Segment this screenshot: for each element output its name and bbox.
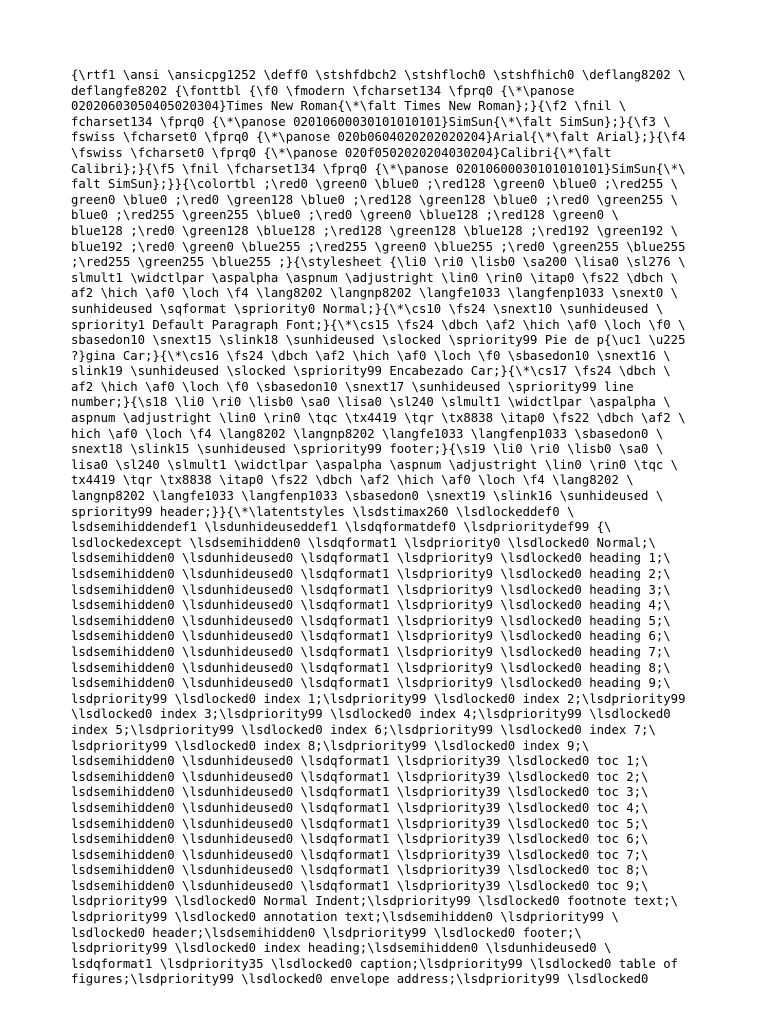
- text-line: lsdpriority99 \lsdlocked0 Normal Indent;\lsdpriority99 \lsdlocked0 footnote text;\: [71, 894, 679, 909]
- text-line: lsdsemihidden0 \lsdunhideused0 \lsdqformat1 \lsdpriority9 \lsdlocked0 heading 8;\: [71, 660, 671, 675]
- text-line: deflangfe8202 {\fonttbl {\f0 \fmodern \fcharset134 \fprq0 {\*\panose: [71, 83, 575, 98]
- text-line: langnp8202 \langfe1033 \langfenp1033 \sbasedon0 \snext19 \slink16 \sunhideused \: [71, 489, 664, 504]
- text-line: number;}{\s18 \li0 \ri0 \lisb0 \sa0 \lisa0 \sl240 \slmult1 \widctlpar \aspalpha \: [71, 395, 671, 410]
- text-line: lsdsemihidden0 \lsdunhideused0 \lsdqformat1 \lsdpriority9 \lsdlocked0 heading 6;\: [71, 629, 671, 644]
- text-line: lsdsemihidden0 \lsdunhideused0 \lsdqformat1 \lsdpriority39 \lsdlocked0 toc 7;\: [71, 847, 649, 862]
- text-line: Calibri};}{\f5 \fnil \fcharset134 \fprq0 {\*\panose 02010600030101010101}SimSun{\*\: [71, 161, 686, 176]
- text-line: lsdsemihidden0 \lsdunhideused0 \lsdqformat1 \lsdpriority39 \lsdlocked0 toc 8;\: [71, 863, 649, 878]
- text-line: blue128 ;\red0 \green128 \blue128 ;\red128 \green128 \blue128 ;\red192 \green192 \: [71, 223, 679, 238]
- text-line: lsdsemihidden0 \lsdunhideused0 \lsdqformat1 \lsdpriority9 \lsdlocked0 heading 1;\: [71, 551, 671, 566]
- text-line: lsdsemihidden0 \lsdunhideused0 \lsdqformat1 \lsdpriority39 \lsdlocked0 toc 2;\: [71, 769, 649, 784]
- text-line: sbasedon10 \snext15 \slink18 \sunhideused \slocked \spriority99 Pie de p{\uc1 \u225: [71, 333, 686, 348]
- text-line: spriority1 Default Paragraph Font;}{\*\cs15 \fs24 \dbch \af2 \hich \af0 \loch \f0 \: [71, 317, 686, 332]
- text-line: blue192 ;\red0 \green0 \blue255 ;\red255 \green0 \blue255 ;\red0 \green255 \blue255: [71, 239, 686, 254]
- text-line: index 5;\lsdpriority99 \lsdlocked0 index 6;\lsdpriority99 \lsdlocked0 index 7;\: [71, 722, 656, 737]
- text-line: lsdsemihidden0 \lsdunhideused0 \lsdqformat1 \lsdpriority9 \lsdlocked0 heading 9;\: [71, 676, 671, 691]
- text-line: figures;\lsdpriority99 \lsdlocked0 envelope address;\lsdpriority99 \lsdlocked0: [71, 972, 649, 987]
- text-line: lsdsemihidden0 \lsdunhideused0 \lsdqformat1 \lsdpriority9 \lsdlocked0 heading 3;\: [71, 582, 671, 597]
- text-line: lsdsemihidden0 \lsdunhideused0 \lsdqformat1 \lsdpriority39 \lsdlocked0 toc 9;\: [71, 878, 649, 893]
- text-line: {\rtf1 \ansi \ansicpg1252 \deff0 \stshfdbch2 \stshfloch0 \stshfhich0 \deflang8202 \: [71, 68, 686, 82]
- text-line: af2 \hich \af0 \loch \f0 \sbasedon10 \snext17 \sunhideused \spriority99 line: [71, 379, 634, 394]
- text-line: lisa0 \sl240 \slmult1 \widctlpar \aspalpha \aspnum \adjustright \lin0 \rin0 \tqc \: [71, 457, 679, 472]
- text-line: slmult1 \widctlpar \aspalpha \aspnum \adjustright \lin0 \rin0 \itap0 \fs22 \dbch \: [71, 270, 679, 285]
- text-line: lsdsemihidden0 \lsdunhideused0 \lsdqformat1 \lsdpriority9 \lsdlocked0 heading 7;\: [71, 644, 671, 659]
- text-line: slink19 \sunhideused \slocked \spriority99 Encabezado Car;}{\*\cs17 \fs24 \dbch \: [71, 364, 671, 379]
- rtf-source-text: [71, 68, 701, 988]
- text-line: snext18 \slink15 \sunhideused \spriority99 footer;}{\s19 \li0 \ri0 \lisb0 \sa0 \: [71, 442, 664, 457]
- text-line: lsdsemihidden0 \lsdunhideused0 \lsdqformat1 \lsdpriority39 \lsdlocked0 toc 5;\: [71, 816, 649, 831]
- text-line: \lsdlocked0 index 3;\lsdpriority99 \lsdlocked0 index 4;\lsdpriority99 \lsdlocked0: [71, 707, 671, 722]
- text-line: lsdlockedexcept \lsdsemihidden0 \lsdqformat1 \lsdpriority0 \lsdlocked0 Normal;\: [71, 535, 656, 550]
- text-line: lsdlocked0 header;\lsdsemihidden0 \lsdpriority99 \lsdlocked0 footer;\: [71, 925, 582, 940]
- text-line: ?}gina Car;}{\*\cs16 \fs24 \dbch \af2 \hich \af0 \loch \f0 \sbasedon10 \snext16 \: [71, 348, 671, 363]
- text-line: tx4419 \tqr \tx8838 \itap0 \fs22 \dbch \af2 \hich \af0 \loch \f4 \lang8202 \: [71, 473, 634, 488]
- text-line: lsdqformat1 \lsdpriority35 \lsdlocked0 caption;\lsdpriority99 \lsdlocked0 table of: [71, 956, 679, 971]
- text-line: \fswiss \fcharset0 \fprq0 {\*\panose 020f0502020204030204}Calibri{\*\falt: [71, 145, 612, 160]
- text-line: lsdsemihidden0 \lsdunhideused0 \lsdqformat1 \lsdpriority9 \lsdlocked0 heading 4;\: [71, 598, 671, 613]
- text-line: spriority99 header;}}{\*\latentstyles \lsdstimax260 \lsdlockeddef0 \: [71, 504, 575, 519]
- text-line: hich \af0 \loch \f4 \lang8202 \langnp8202 \langfe1033 \langfenp1033 \sbasedon0 \: [71, 426, 664, 441]
- text-line: lsdsemihidden0 \lsdunhideused0 \lsdqformat1 \lsdpriority39 \lsdlocked0 toc 6;\: [71, 832, 649, 847]
- text-line: lsdpriority99 \lsdlocked0 annotation text;\lsdsemihidden0 \lsdpriority99 \: [71, 910, 619, 925]
- text-line: lsdsemihidden0 \lsdunhideused0 \lsdqformat1 \lsdpriority39 \lsdlocked0 toc 4;\: [71, 800, 649, 815]
- text-line: lsdsemihiddendef1 \lsdunhideuseddef1 \lsdqformatdef0 \lsdprioritydef99 {\: [71, 520, 612, 535]
- text-line: af2 \hich \af0 \loch \f4 \lang8202 \langnp8202 \langfe1033 \langfenp1033 \snext0 \: [71, 286, 679, 301]
- text-line: lsdsemihidden0 \lsdunhideused0 \lsdqformat1 \lsdpriority9 \lsdlocked0 heading 2;\: [71, 567, 671, 581]
- text-line: lsdsemihidden0 \lsdunhideused0 \lsdqformat1 \lsdpriority9 \lsdlocked0 heading 5;\: [71, 613, 671, 628]
- text-line: blue0 ;\red255 \green255 \blue0 ;\red0 \green0 \blue128 ;\red128 \green0 \: [71, 208, 619, 223]
- text-line: lsdpriority99 \lsdlocked0 index 1;\lsdpriority99 \lsdlocked0 index 2;\lsdpriority99: [71, 691, 686, 706]
- text-line: lsdsemihidden0 \lsdunhideused0 \lsdqformat1 \lsdpriority39 \lsdlocked0 toc 3;\: [71, 785, 649, 800]
- text-line: lsdpriority99 \lsdlocked0 index heading;\lsdsemihidden0 \lsdunhideused0 \: [71, 941, 612, 956]
- text-line: ;\red255 \green255 \blue255 ;}{\stylesheet {\li0 \ri0 \lisb0 \sa200 \lisa0 \sl276 \: [71, 255, 686, 270]
- text-line: sunhideused \sqformat \spriority0 Normal;}{\*\cs10 \fs24 \snext10 \sunhideused \: [71, 301, 664, 316]
- text-line: lsdsemihidden0 \lsdunhideused0 \lsdqformat1 \lsdpriority39 \lsdlocked0 toc 1;\: [71, 754, 649, 769]
- text-line: fswiss \fcharset0 \fprq0 {\*\panose 020b0604020202020204}Arial{\*\falt Arial};}{\f4: [71, 130, 686, 145]
- text-line: lsdpriority99 \lsdlocked0 index 8;\lsdpriority99 \lsdlocked0 index 9;\: [71, 738, 590, 753]
- text-line: aspnum \adjustright \lin0 \rin0 \tqc \tx4419 \tqr \tx8838 \itap0 \fs22 \dbch \af2 \: [71, 411, 686, 426]
- text-line: fcharset134 \fprq0 {\*\panose 02010600030101010101}SimSun{\*\falt SimSun};}{\f3 \: [71, 114, 671, 129]
- text-line: falt SimSun};}}{\colortbl ;\red0 \green0 \blue0 ;\red128 \green0 \blue0 ;\red255 \: [71, 177, 679, 192]
- text-line: 02020603050405020304}Times New Roman{\*\falt Times New Roman};}{\f2 \fnil \: [71, 99, 627, 114]
- text-line: green0 \blue0 ;\red0 \green128 \blue0 ;\red128 \green128 \blue0 ;\red0 \green255 \: [71, 192, 679, 207]
